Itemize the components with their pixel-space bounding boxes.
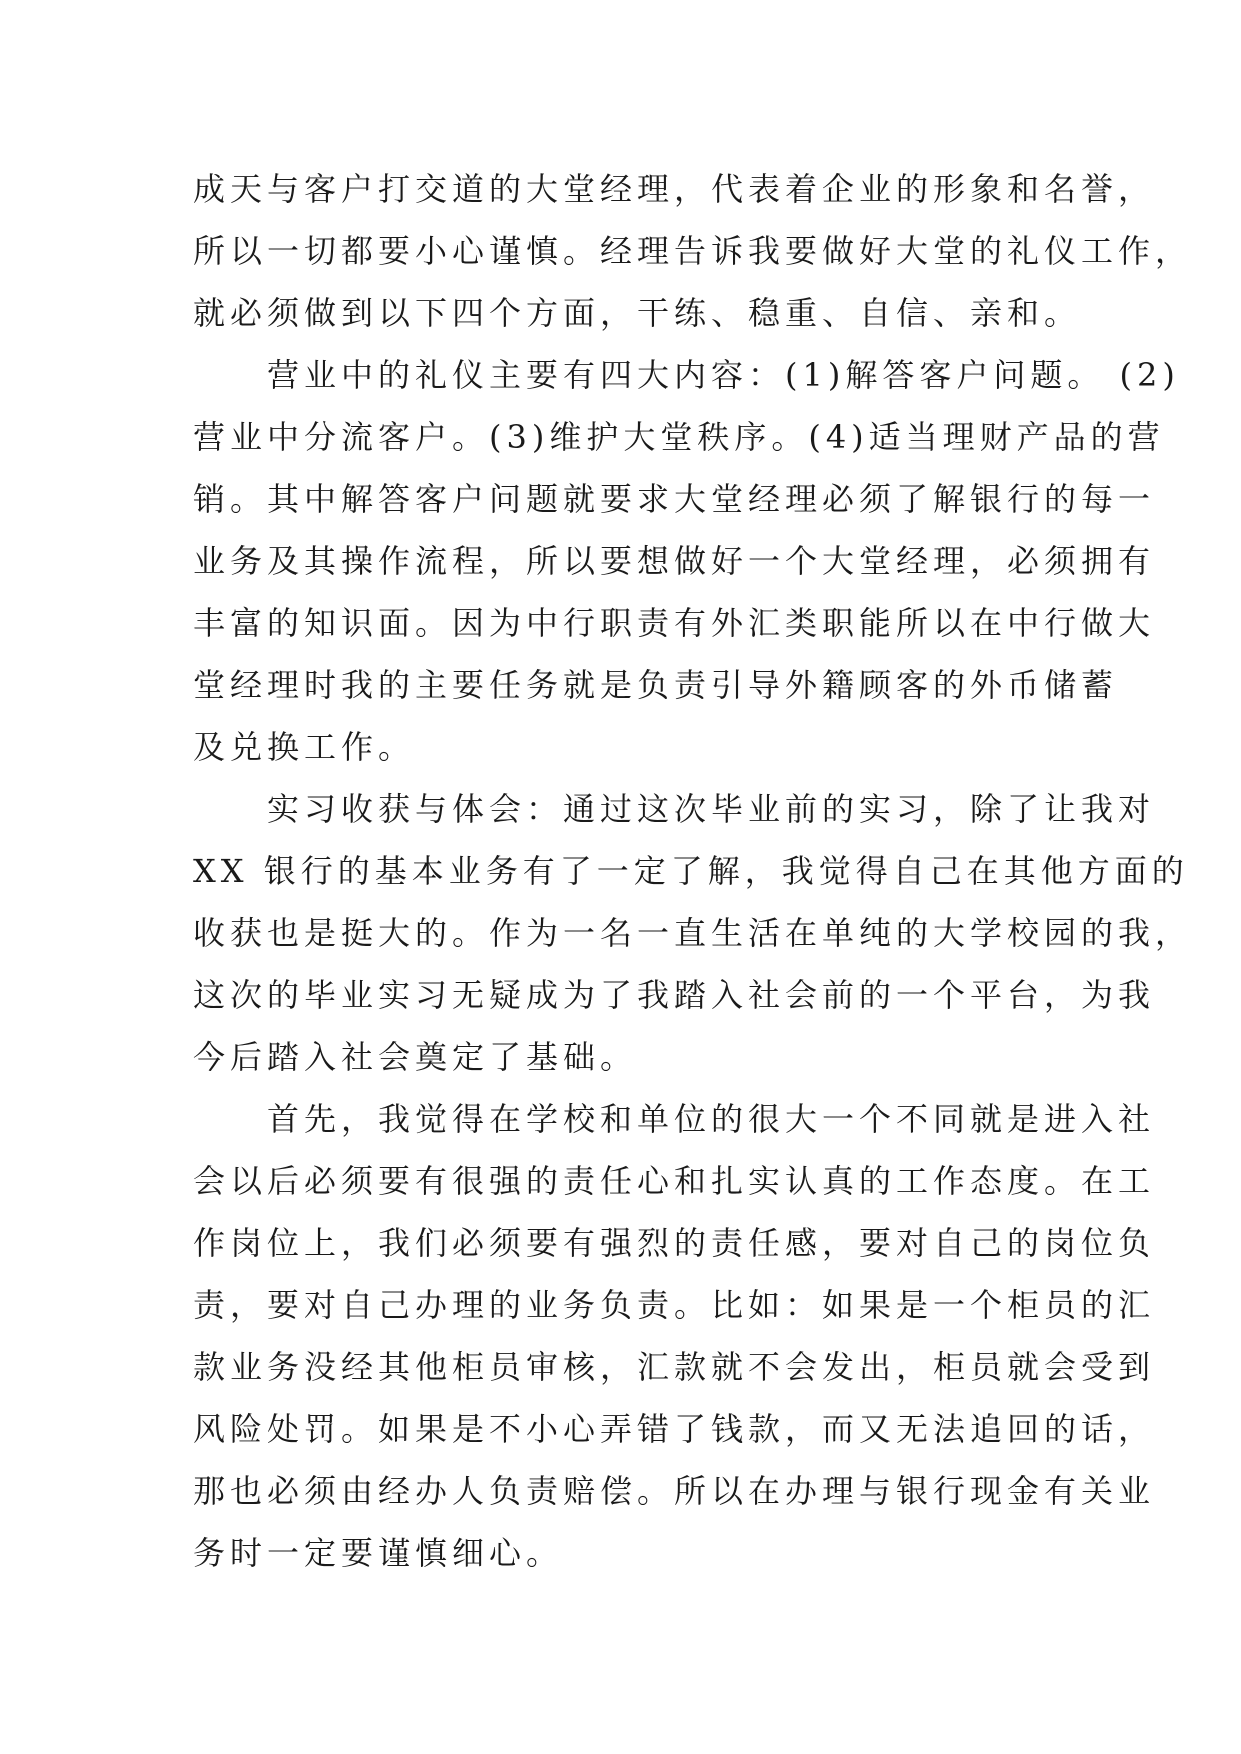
text-line: 款业务没经其他柜员审核，汇款就不会发出，柜员就会受到 (193, 1348, 1156, 1386)
text-line: 营业中分流客户。(3)维护大堂秩序。(4)适当理财产品的营 (193, 418, 1165, 456)
document-body (193, 158, 1193, 1584)
text-line: 收获也是挺大的。作为一名一直生活在单纯的大学校园的我， (193, 914, 1193, 952)
text-line: 会以后必须要有很强的责任心和扎实认真的工作态度。在工 (193, 1162, 1156, 1200)
text-line: 首先，我觉得在学校和单位的很大一个不同就是进入社 (193, 1100, 1156, 1138)
text-line: 今后踏入社会奠定了基础。 (193, 1038, 638, 1076)
text-line: XX 银行的基本业务有了一定了解，我觉得自己在其他方面的 (193, 852, 1189, 890)
text-line: 所以一切都要小心谨慎。经理告诉我要做好大堂的礼仪工作， (193, 232, 1193, 270)
text-line: 责，要对自己办理的业务负责。比如：如果是一个柜员的汇 (193, 1286, 1156, 1324)
text-line: 风险处罚。如果是不小心弄错了钱款，而又无法追回的话， (193, 1410, 1156, 1448)
text-line: 就必须做到以下四个方面，干练、稳重、自信、亲和。 (193, 294, 1082, 332)
text-line: 及兑换工作。 (193, 728, 416, 766)
text-line: 那也必须由经办人负责赔偿。所以在办理与银行现金有关业 (193, 1472, 1156, 1510)
text-line: 堂经理时我的主要任务就是负责引导外籍顾客的外币储蓄 (193, 666, 1119, 704)
text-line: 销。其中解答客户问题就要求大堂经理必须了解银行的每一 (193, 480, 1156, 518)
text-line: 务时一定要谨慎细心。 (193, 1534, 564, 1572)
text-line: 作岗位上，我们必须要有强烈的责任感，要对自己的岗位负 (193, 1224, 1156, 1262)
text-line: 成天与客户打交道的大堂经理，代表着企业的形象和名誉， (193, 170, 1156, 208)
text-line: 这次的毕业实习无疑成为了我踏入社会前的一个平台，为我 (193, 976, 1156, 1014)
text-line: 实习收获与体会：通过这次毕业前的实习，除了让我对 (193, 790, 1156, 828)
text-line: 业务及其操作流程，所以要想做好一个大堂经理，必须拥有 (193, 542, 1156, 580)
text-line: 丰富的知识面。因为中行职责有外汇类职能所以在中行做大 (193, 604, 1156, 642)
text-line: 营业中的礼仪主要有四大内容：(1)解答客户问题。 (2) (193, 356, 1180, 394)
